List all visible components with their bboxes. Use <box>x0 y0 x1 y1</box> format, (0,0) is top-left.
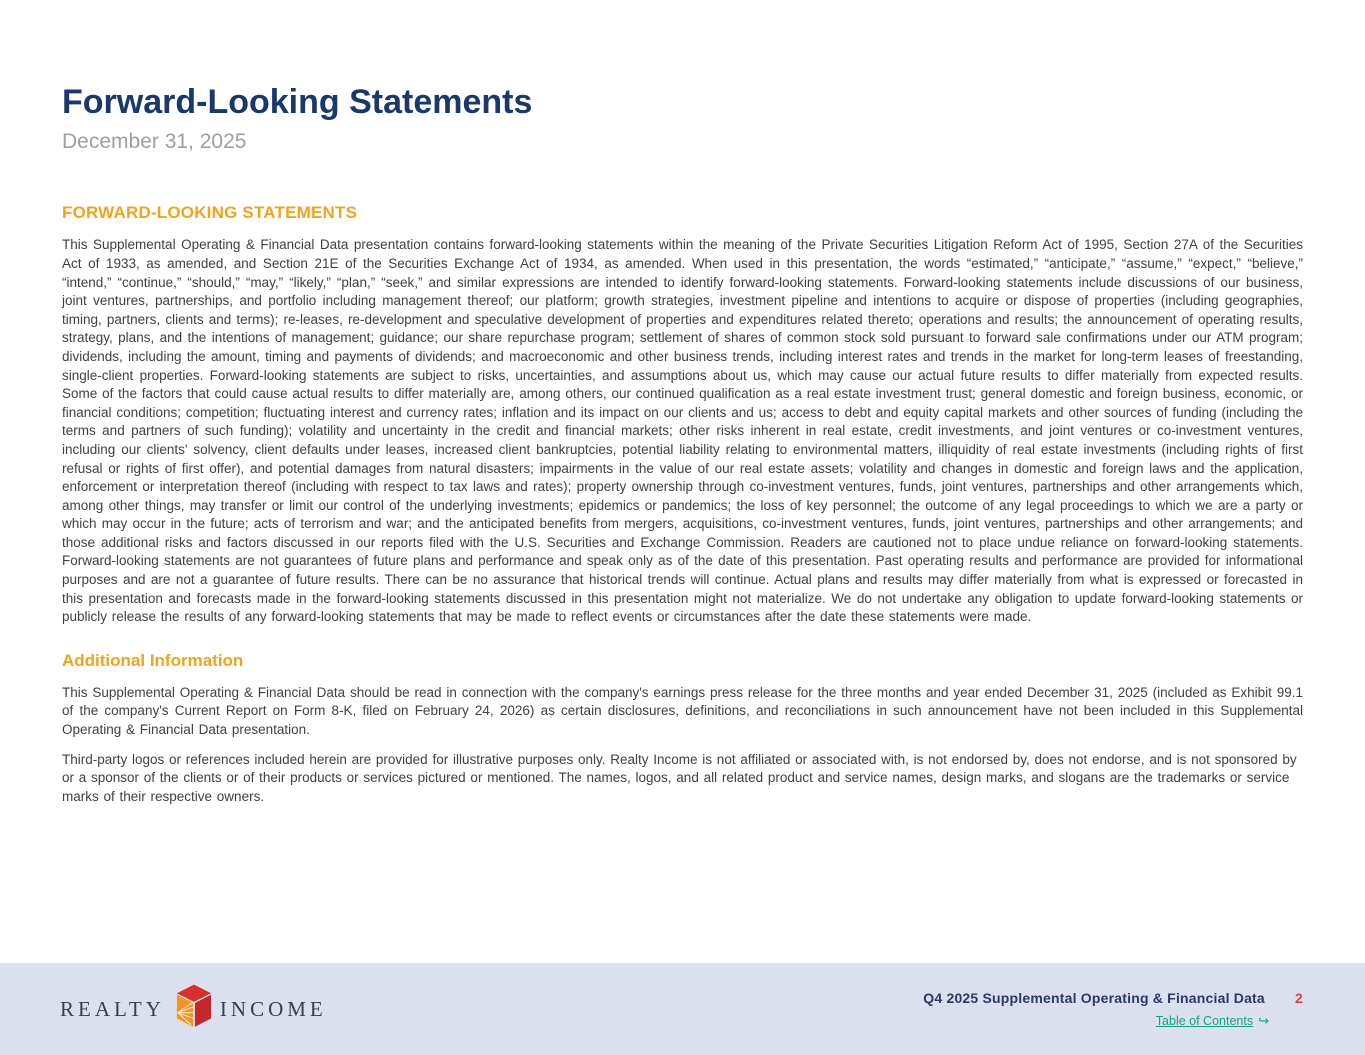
realty-income-house-icon <box>175 984 213 1034</box>
realty-income-logo <box>60 984 327 1034</box>
page-footer <box>0 963 1365 1055</box>
forward-looking-body-paragraph: This Supplemental Operating & Financial Data presentation contains forward-looking statements within the meaning of the Private Securities Litigation Reform Act of 1995, Section 27A of the Securities Act of 1933, as amended, and Section 21E of the Securities Exchange Act of 1934, as amended. When used in this presentation, the words “estimated,” “anticipate,” “assume,” “expect,” “believe,” “intend,” “continue,” “should,” “may,” “likely,” “plan,” “seek,” and similar expressions are intended to identify forward-looking statements. Forward-looking statements include discussions of our business, joint ventures, partnerships, and portfolio including management thereof; our platform; growth strategies, investment pipeline and intentions to acquire or dispose of properties (including geographies, timing, partners, clients and terms); re-leases, re-development and speculative development of properties and expenditures related thereto; operations and results; the announcement of operating results, strategy, plans, and the intentions of management; guidance; our share repurchase program; settlement of shares of common stock sold pursuant to forward sale confirmations under our ATM program; dividends, including the amount, timing and payments of dividends; and macroeconomic and other business trends, including interest rates and trends in the market for long-term leases of freestanding, single-client properties. Forward-looking statements are subject to risks, uncertainties, and assumptions about us, which may cause our actual future results to differ materially from expected results. Some of the factors that could cause actual results to differ materially are, among others, our continued qualification as a real estate investment trust; general domestic and foreign business, economic, or financial conditions; competition; fluctuating interest and currency rates; inflation and its impact on our clients and us; access to debt and equity capital markets and other sources of funding (including the terms and partners of such funding); volatility and uncertainty in the credit and financial markets; other risks inherent in real estate, credit investments, and joint ventures or co-investment ventures, including our clients' solvency, client defaults under leases, increased client bankruptcies, potential liability relating to environmental matters, illiquidity of real estate investments (including rights of first refusal or rights of first offer), and potential damages from natural disasters; impairments in the value of our real estate assets; volatility and changes in domestic and foreign laws and the application, enforcement or interpretation thereof (including with respect to tax laws and rates); property ownership through co-investment ventures, funds, joint ventures, partnerships and other arrangements which, among other things, may transfer or limit our control of the underlying investments; epidemics or pandemics; the loss of key personnel; the outcome of any legal proceedings to which we are a party or which may occur in the future; acts of terrorism and war; and the anticipated benefits from mergers, acquisitions, co-investment ventures, funds, joint ventures, partnerships and other arrangements; and those additional risks and factors discussed in our reports filed with the U.S. Securities and Exchange Commission. Readers are cautioned not to place undue reliance on forward-looking statements. Forward-looking statements are not guarantees of future plans and performance and speak only as of the date of this presentation. Past operating results and performance are provided for informational purposes and are not a guarantee of future results. There can be no assurance that historical trends will continue. Actual plans and results may differ materially from what is expressed or forecasted in this presentation and forecasts made in the forward-looking statements discussed in this presentation might not materialize. We do not undertake any obligation to update forward-looking statements or publicly release the results of any forward-looking statements that may be made to reflect events or circumstances after the date these statements were made. <box>62 237 1303 625</box>
additional-information-heading: Additional Information <box>62 650 244 670</box>
logo-word-income: INCOME <box>219 996 327 1021</box>
document-title: Q4 2025 Supplemental Operating & Financial Data <box>923 989 1265 1006</box>
section-forward-looking-statements <box>62 203 1303 626</box>
page-number: 2 <box>1295 989 1303 1006</box>
footer-right-block <box>923 990 1303 1029</box>
page-subtitle: December 31, 2025 <box>62 130 247 154</box>
additional-information-paragraph-1: This Supplemental Operating & Financial Data should be read in connection with the company's earnings press release for the three months and year ended December 31, 2025 (included as Exhibit 99.1 of the company's Current Report on Form 8-K, filed on February 24, 2026) as certain disclosures, definitions, and reconciliations in such announcement have not been included in this Supplemental Operating & Financial Data presentation. <box>62 684 1303 738</box>
document-title-line <box>923 990 1303 1006</box>
table-of-contents-line <box>923 1013 1269 1029</box>
additional-information-paragraph-2: Third-party logos or references included herein are provided for illustrative purposes only. Realty Income is not affiliated or associated with, is not endorsed by, does not endorse, and is not sponsored by or a sponsor of the clients or of their products or services pictured or mentioned. The names, logos, and all related product and service names, design marks, and slogans are the trademarks or service marks of their respective owners. <box>62 751 1297 804</box>
page-header <box>62 84 1303 154</box>
section-additional-information <box>62 651 1303 807</box>
table-of-contents-link[interactable] <box>1156 1014 1269 1028</box>
forward-looking-heading: FORWARD-LOOKING STATEMENTS <box>62 203 358 223</box>
table-of-contents-label: Table of Contents <box>1155 1013 1254 1028</box>
page-title: Forward-Looking Statements <box>62 83 533 121</box>
return-arrow-icon: ↪ <box>1258 1012 1269 1028</box>
logo-word-realty: REALTY <box>60 996 165 1021</box>
